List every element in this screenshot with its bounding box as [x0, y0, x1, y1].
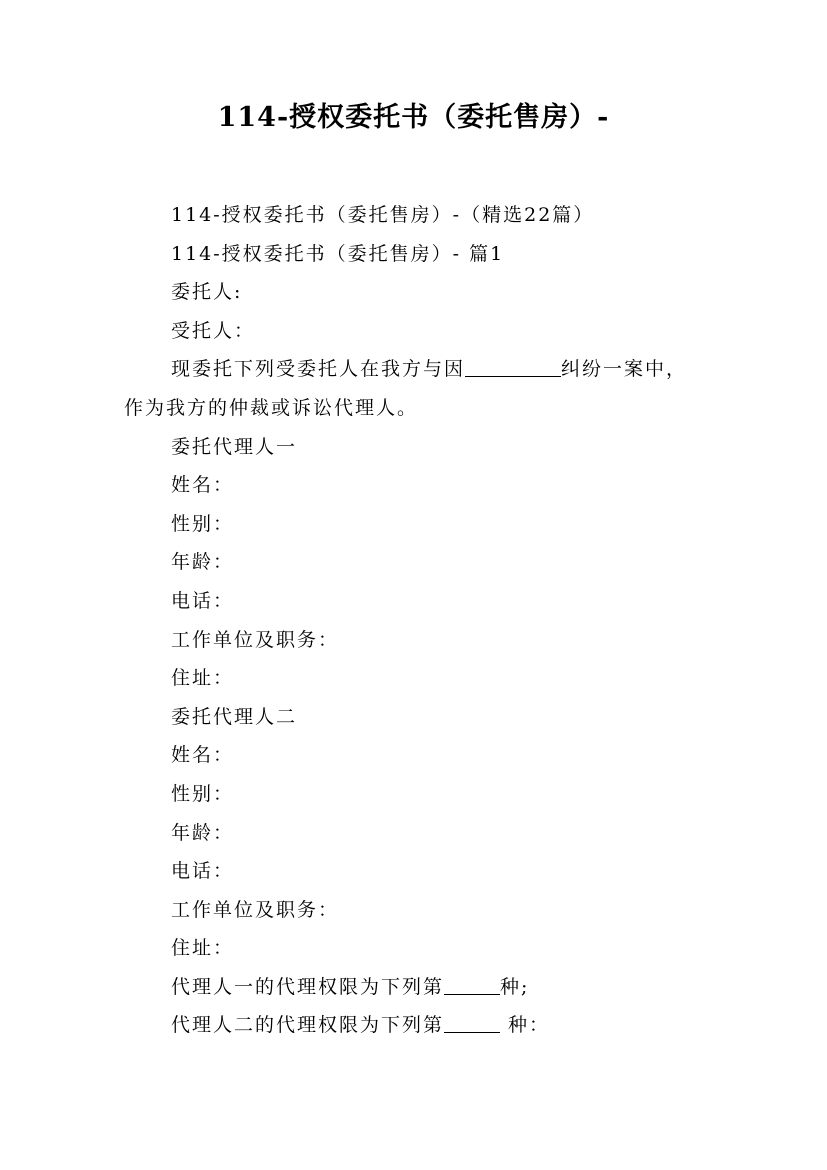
- agent-two-workplace: 工作单位及职务：: [171, 898, 340, 921]
- authority-one-suffix: 种;: [500, 975, 530, 998]
- intro-paragraph-line-2: 作为我方的仲裁或诉讼代理人。: [124, 396, 419, 419]
- agent-one-name: 姓名：: [171, 474, 235, 497]
- authority-one-blank: [444, 972, 500, 995]
- agent-one-address: 住址：: [171, 667, 235, 690]
- document-title: 114-授权委托书（委托售房）-: [217, 102, 610, 133]
- agent-two-name: 姓名：: [171, 744, 235, 767]
- agent-two-phone: 电话：: [171, 860, 235, 883]
- agent-two-heading: 委托代理人二: [171, 705, 298, 728]
- agent-one-gender: 性别：: [171, 512, 235, 535]
- document-subtitle: 114-授权委托书（委托售房）-（精选22篇）: [171, 204, 595, 226]
- agent-one-age: 年龄：: [171, 551, 235, 574]
- principal-label: 委托人:: [171, 281, 243, 304]
- agent-two-address: 住址：: [171, 937, 235, 960]
- document-body: [124, 196, 724, 1045]
- agent-two-gender: 性别：: [171, 782, 235, 805]
- agent-two-age: 年龄：: [171, 821, 235, 844]
- agent-label: 受托人：: [171, 319, 256, 342]
- dispute-blank: [465, 354, 561, 377]
- agent-one-heading: 委托代理人一: [171, 435, 298, 458]
- authority-one-line: [124, 968, 724, 1007]
- authority-one-prefix: 代理人一的代理权限为下列第: [171, 975, 445, 998]
- authority-two-blank: [444, 1010, 500, 1033]
- authority-two-line: [124, 1006, 724, 1045]
- intro-text-part-1: 现委托下列受委托人在我方与因: [171, 358, 466, 381]
- intro-paragraph-line-1: [124, 350, 724, 389]
- intro-text-part-2: 纠纷一案中，: [561, 358, 688, 381]
- authority-two-prefix: 代理人二的代理权限为下列第: [171, 1014, 445, 1037]
- agent-one-phone: 电话：: [171, 589, 235, 612]
- authority-two-suffix: 种：: [500, 1014, 551, 1037]
- agent-one-workplace: 工作单位及职务：: [171, 628, 340, 651]
- section-heading: 114-授权委托书（委托售房）- 篇1: [171, 242, 505, 265]
